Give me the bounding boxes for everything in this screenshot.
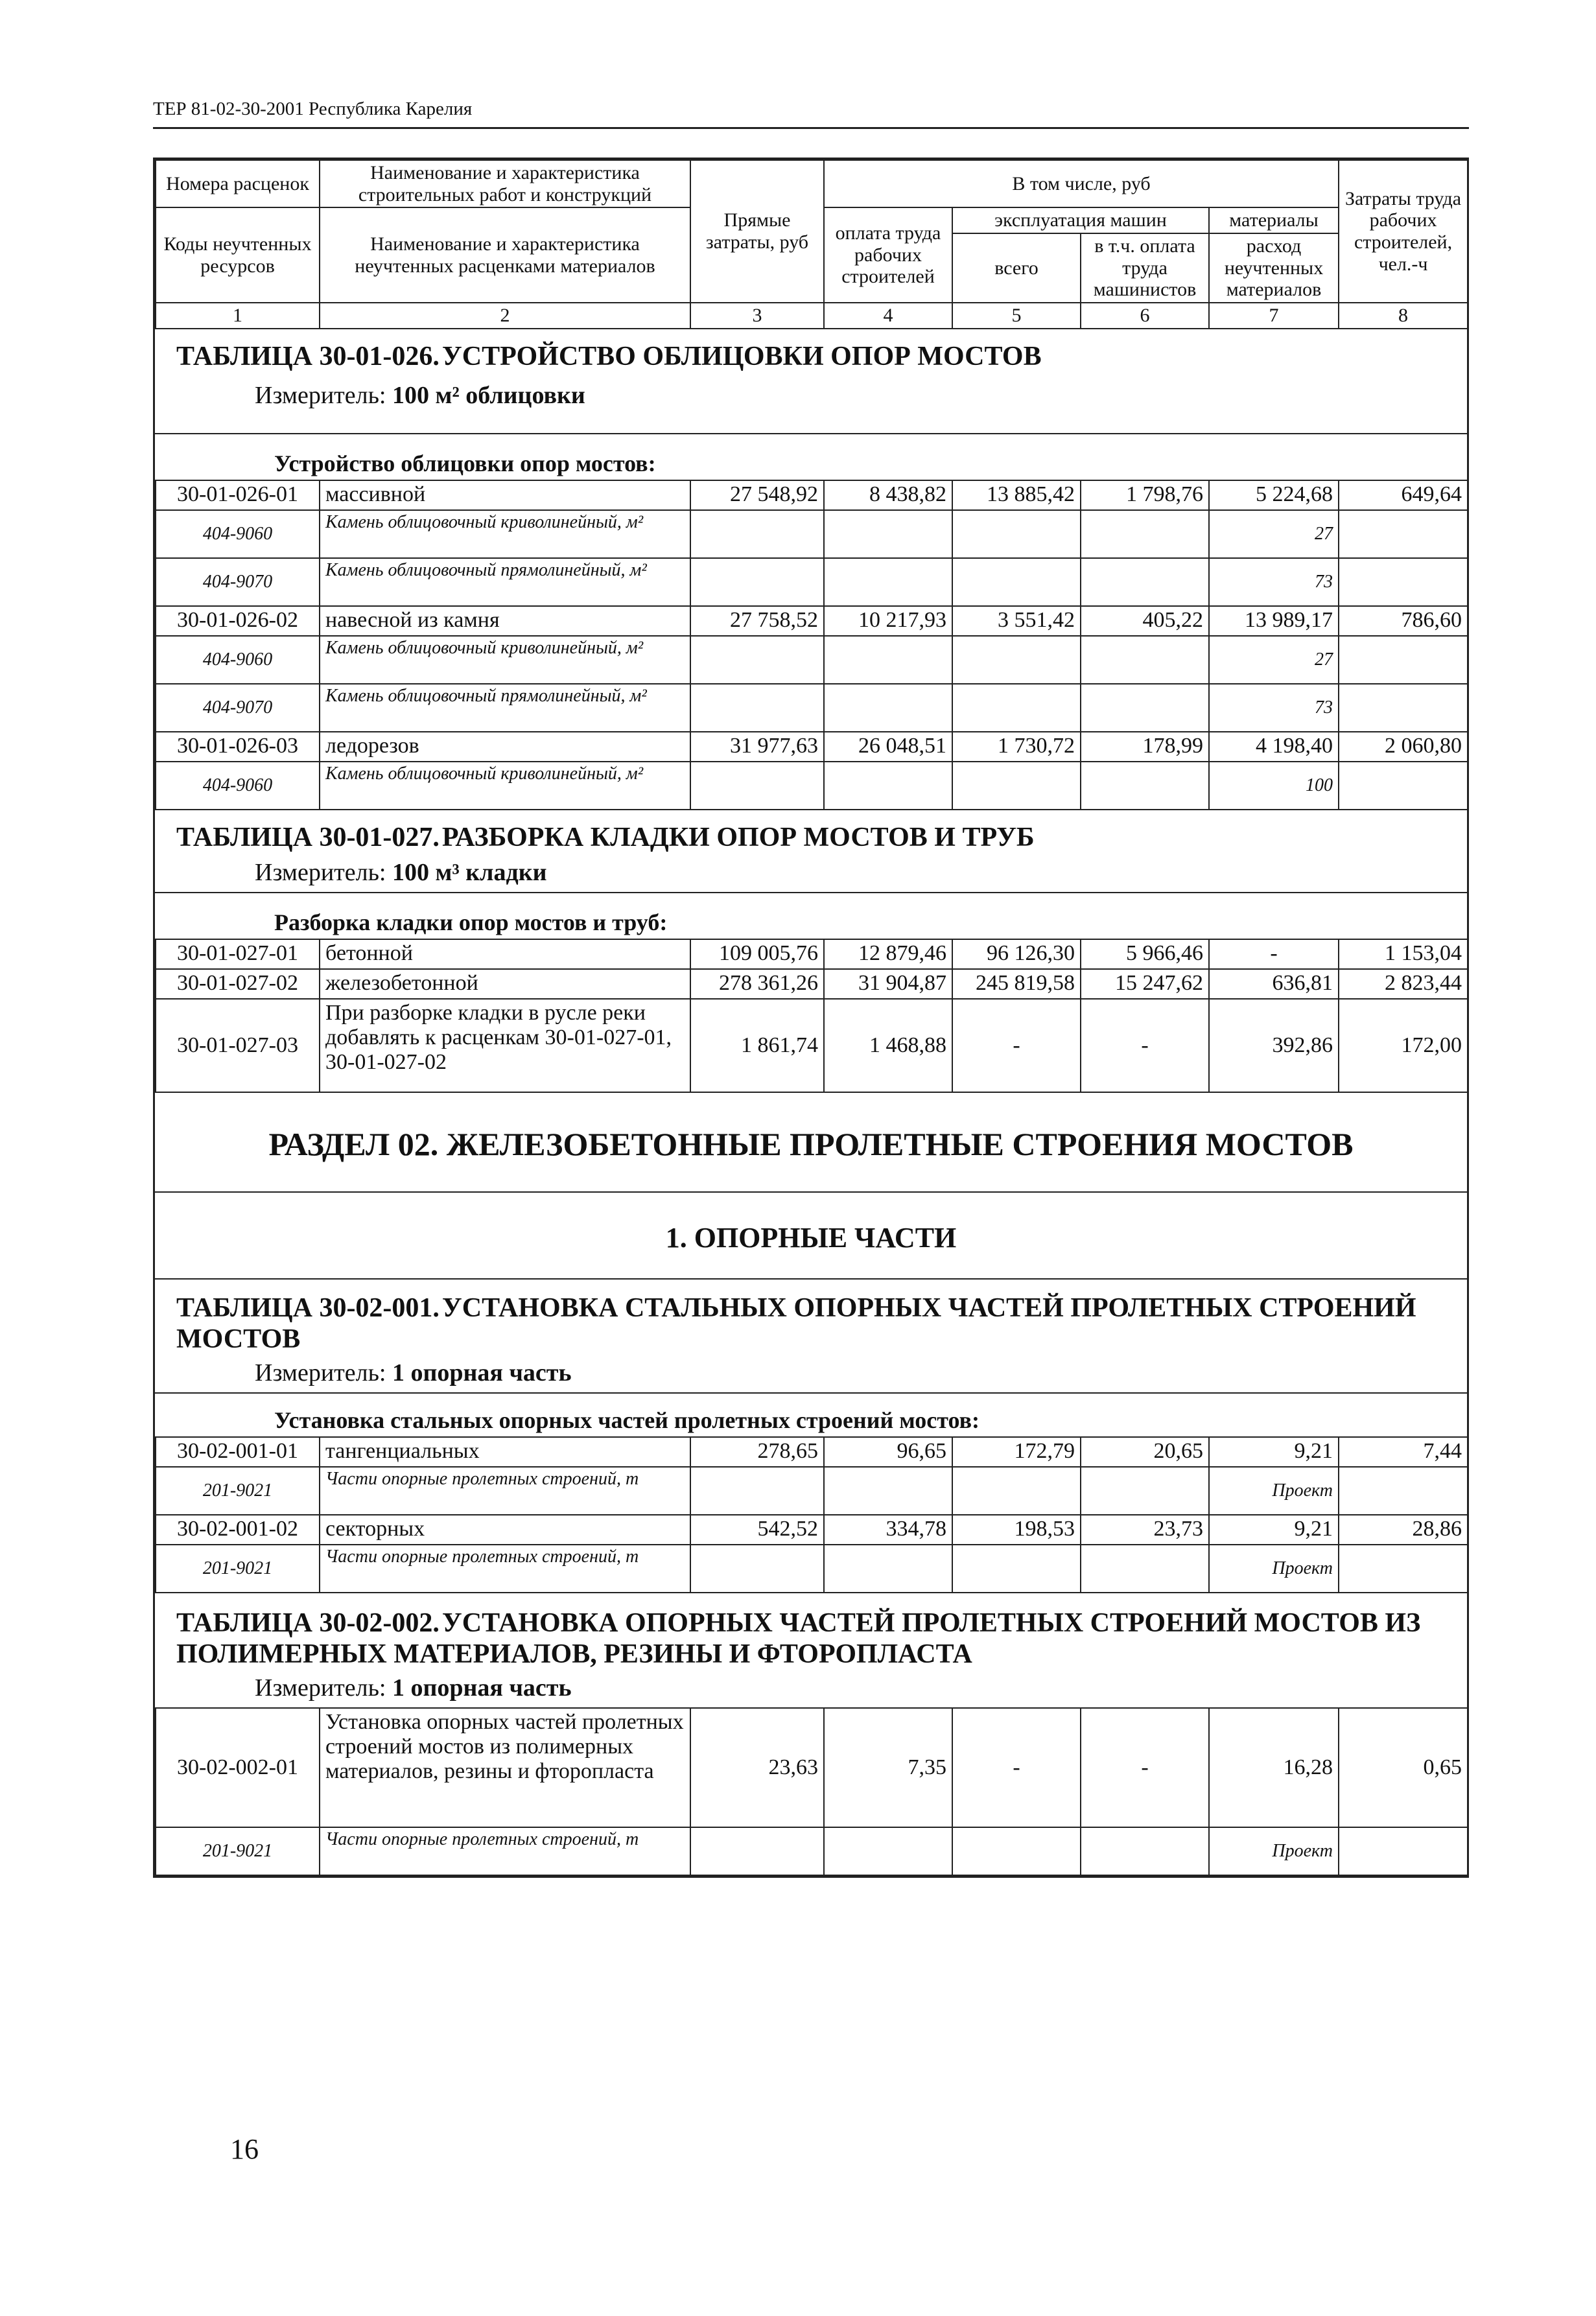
section-title: РАЗДЕЛ 02. ЖЕЛЕЗОБЕТОННЫЕ ПРОЛЕТНЫЕ СТРОЕНИЯ МОСТОВ <box>268 1125 1354 1162</box>
page-number: 16 <box>230 2133 259 2165</box>
table-201-measure: 1 опорная часть <box>392 1359 572 1386</box>
row-direct: 278 361,26 <box>690 969 824 999</box>
row-code: 30-01-026-01 <box>156 480 320 510</box>
row-operators: 178,99 <box>1081 732 1209 762</box>
row-direct: 109 005,76 <box>690 939 824 969</box>
table-202-measure-label: Измеритель: <box>255 1674 386 1702</box>
row-labor-hours: 786,60 <box>1339 606 1468 636</box>
row-labor-hours: 28,86 <box>1339 1515 1468 1545</box>
table-row <box>156 1545 1468 1593</box>
col-number: 5 <box>952 303 1081 329</box>
row-labor: 12 879,46 <box>824 939 952 969</box>
row-materials: 73 <box>1209 684 1339 732</box>
row-labor: 8 438,82 <box>824 480 952 510</box>
row-materials: 636,81 <box>1209 969 1339 999</box>
col8-head: Затраты труда рабочих строителей, чел.-ч <box>1339 160 1468 303</box>
row-labor: 26 048,51 <box>824 732 952 762</box>
row-machines: 3 551,42 <box>952 606 1081 636</box>
row-name: железобетонной <box>320 969 690 999</box>
row-direct: 542,52 <box>690 1515 824 1545</box>
row-code: 404-9060 <box>156 762 320 810</box>
table-row <box>156 606 1468 636</box>
row-operators: 20,65 <box>1081 1437 1209 1467</box>
row-code: 30-01-027-03 <box>156 999 320 1092</box>
table-26-measure-label: Измеритель: <box>255 381 386 409</box>
table-27-measure-label: Измеритель: <box>255 858 386 886</box>
table-row <box>156 684 1468 732</box>
row-operators: - <box>1081 999 1209 1092</box>
row-labor-hours: 7,44 <box>1339 1437 1468 1467</box>
row-operators: 405,22 <box>1081 606 1209 636</box>
col5-head: всего <box>952 233 1081 303</box>
row-machines: 13 885,42 <box>952 480 1081 510</box>
row-code: 404-9060 <box>156 636 320 684</box>
row-labor-hours: 649,64 <box>1339 480 1468 510</box>
row-code: 201-9021 <box>156 1545 320 1593</box>
rates-sheet <box>153 158 1469 1878</box>
row-machines: - <box>952 1708 1081 1827</box>
table-row <box>156 480 1468 510</box>
row-direct: 278,65 <box>690 1437 824 1467</box>
table-26-title-id: ТАБЛИЦА 30-01-026. <box>176 341 440 371</box>
col-number: 3 <box>690 303 824 329</box>
row-labor-hours: 1 153,04 <box>1339 939 1468 969</box>
column-numbers <box>156 303 1468 329</box>
row-machines: 245 819,58 <box>952 969 1081 999</box>
row-labor-hours: 2 823,44 <box>1339 969 1468 999</box>
col2-bottom: Наименование и характеристика неучтенных расценками материалов <box>320 207 690 303</box>
row-direct: 23,63 <box>690 1708 824 1827</box>
row-materials: Проект <box>1209 1545 1339 1593</box>
table-27-rows <box>155 939 1468 1093</box>
row-code: 30-01-026-02 <box>156 606 320 636</box>
table-row <box>156 1515 1468 1545</box>
in-total-head: В том числе, руб <box>824 160 1339 207</box>
row-materials: 27 <box>1209 510 1339 558</box>
row-labor: 10 217,93 <box>824 606 952 636</box>
row-materials: 13 989,17 <box>1209 606 1339 636</box>
col1-bottom: Коды неучтенных ресурсов <box>156 207 320 303</box>
table-row <box>156 1708 1468 1827</box>
running-header: ТЕР 81-02-30-2001 Республика Карелия <box>153 99 473 119</box>
table-row <box>156 1827 1468 1875</box>
col-number: 7 <box>1209 303 1339 329</box>
table-row <box>156 999 1468 1092</box>
row-labor: 1 468,88 <box>824 999 952 1092</box>
row-labor-hours: 0,65 <box>1339 1708 1468 1827</box>
row-labor: 96,65 <box>824 1437 952 1467</box>
table-27-title: РАЗБОРКА КЛАДКИ ОПОР МОСТОВ И ТРУБ <box>441 822 1035 852</box>
row-operators: 23,73 <box>1081 1515 1209 1545</box>
row-labor: 7,35 <box>824 1708 952 1827</box>
row-code: 30-02-002-01 <box>156 1708 320 1827</box>
row-labor: 31 904,87 <box>824 969 952 999</box>
column-header <box>155 159 1468 329</box>
table-26-group-block <box>155 434 1467 480</box>
table-201-title-block <box>155 1280 1467 1394</box>
row-name: Камень облицовочный криволинейный, м² <box>320 762 690 810</box>
row-name: навесной из камня <box>320 606 690 636</box>
row-materials: 9,21 <box>1209 1437 1339 1467</box>
row-materials: Проект <box>1209 1827 1339 1875</box>
row-materials: Проект <box>1209 1467 1339 1515</box>
row-name: секторных <box>320 1515 690 1545</box>
table-202-title-block <box>155 1593 1467 1707</box>
row-name: Установка опорных частей пролетных строений мостов из полимерных материалов, резины и фторопласта <box>320 1708 690 1827</box>
subsection-title: 1. ОПОРНЫЕ ЧАСТИ <box>665 1221 957 1254</box>
row-code: 404-9060 <box>156 510 320 558</box>
section-block <box>155 1093 1467 1193</box>
row-name: ледорезов <box>320 732 690 762</box>
table-row <box>156 1437 1468 1467</box>
row-materials: 392,86 <box>1209 999 1339 1092</box>
row-code: 30-01-026-03 <box>156 732 320 762</box>
row-name: Камень облицовочный криволинейный, м² <box>320 636 690 684</box>
row-machines: 198,53 <box>952 1515 1081 1545</box>
row-materials: 4 198,40 <box>1209 732 1339 762</box>
table-row <box>156 939 1468 969</box>
row-machines: - <box>952 999 1081 1092</box>
row-materials: 9,21 <box>1209 1515 1339 1545</box>
row-operators: 5 966,46 <box>1081 939 1209 969</box>
col-number: 6 <box>1081 303 1209 329</box>
row-labor-hours: 2 060,80 <box>1339 732 1468 762</box>
table-201-group-block <box>155 1394 1467 1436</box>
row-code: 30-02-001-02 <box>156 1515 320 1545</box>
table-201-rows <box>155 1436 1468 1593</box>
table-27-measure: 100 м³ кладки <box>392 858 547 886</box>
col3-head: Прямые затраты, руб <box>690 160 824 303</box>
table-202-title-id: ТАБЛИЦА 30-02-002. <box>176 1608 440 1638</box>
col-number: 2 <box>320 303 690 329</box>
materials-head: материалы <box>1209 207 1339 233</box>
row-materials: 16,28 <box>1209 1708 1339 1827</box>
table-202-measure: 1 опорная часть <box>392 1674 572 1702</box>
row-code: 30-01-027-01 <box>156 939 320 969</box>
row-direct: 1 861,74 <box>690 999 824 1092</box>
row-name: Части опорные пролетных строений, т <box>320 1545 690 1593</box>
row-labor: 334,78 <box>824 1515 952 1545</box>
table-26-group: Устройство облицовки опор мостов: <box>274 450 656 476</box>
table-201-title-id: ТАБЛИЦА 30-02-001. <box>176 1293 440 1323</box>
col-number: 4 <box>824 303 952 329</box>
row-machines: 1 730,72 <box>952 732 1081 762</box>
row-code: 201-9021 <box>156 1467 320 1515</box>
row-code: 201-9021 <box>156 1827 320 1875</box>
row-materials: 100 <box>1209 762 1339 810</box>
row-operators: 1 798,76 <box>1081 480 1209 510</box>
table-26-title-block <box>155 329 1467 434</box>
col2-top: Наименование и характеристика строительных работ и конструкций <box>320 160 690 207</box>
row-name: тангенциальных <box>320 1437 690 1467</box>
row-name: Части опорные пролетных строений, т <box>320 1827 690 1875</box>
row-code: 30-01-027-02 <box>156 969 320 999</box>
row-name: Камень облицовочный прямолинейный, м² <box>320 684 690 732</box>
header-rule <box>153 127 1469 129</box>
row-code: 30-02-001-01 <box>156 1437 320 1467</box>
row-code: 404-9070 <box>156 558 320 606</box>
row-name: Камень облицовочный криволинейный, м² <box>320 510 690 558</box>
row-labor-hours: 172,00 <box>1339 999 1468 1092</box>
row-operators: - <box>1081 1708 1209 1827</box>
col1-top: Номера расценок <box>156 160 320 207</box>
row-name: Части опорные пролетных строений, т <box>320 1467 690 1515</box>
table-row <box>156 732 1468 762</box>
subsection-block <box>155 1193 1467 1280</box>
table-201-group: Установка стальных опорных частей пролетных строений мостов: <box>274 1407 980 1433</box>
table-202-rows <box>155 1707 1468 1876</box>
table-row <box>156 636 1468 684</box>
row-operators: 15 247,62 <box>1081 969 1209 999</box>
row-name: При разборке кладки в русле реки добавлять к расценкам 30-01-027-01, 30-01-027-02 <box>320 999 690 1092</box>
row-machines: 172,79 <box>952 1437 1081 1467</box>
table-27-group-block <box>155 893 1467 939</box>
row-name: бетонной <box>320 939 690 969</box>
table-26-rows <box>155 480 1468 810</box>
col6-head: в т.ч. оплата труда машинистов <box>1081 233 1209 303</box>
row-machines: 96 126,30 <box>952 939 1081 969</box>
table-row <box>156 1467 1468 1515</box>
col7-head: расход неучтенных материалов <box>1209 233 1339 303</box>
row-direct: 27 758,52 <box>690 606 824 636</box>
table-26-measure: 100 м² облицовки <box>392 381 585 409</box>
table-27-group: Разборка кладки опор мостов и труб: <box>274 909 668 935</box>
table-row <box>156 762 1468 810</box>
machines-head: эксплуатация машин <box>952 207 1209 233</box>
row-materials: - <box>1209 939 1339 969</box>
row-name: массивной <box>320 480 690 510</box>
table-201-title: УСТАНОВКА СТАЛЬНЫХ ОПОРНЫХ ЧАСТЕЙ ПРОЛЕТНЫХ СТРОЕНИЙ МОСТОВ <box>176 1293 1416 1354</box>
col-number: 8 <box>1339 303 1468 329</box>
table-row <box>156 510 1468 558</box>
col-number: 1 <box>156 303 320 329</box>
row-direct: 31 977,63 <box>690 732 824 762</box>
row-materials: 5 224,68 <box>1209 480 1339 510</box>
row-code: 404-9070 <box>156 684 320 732</box>
row-materials: 73 <box>1209 558 1339 606</box>
table-26-title: УСТРОЙСТВО ОБЛИЦОВКИ ОПОР МОСТОВ <box>441 341 1042 371</box>
table-27-title-block <box>155 810 1467 893</box>
table-row <box>156 558 1468 606</box>
table-202-title: УСТАНОВКА ОПОРНЫХ ЧАСТЕЙ ПРОЛЕТНЫХ СТРОЕНИЙ МОСТОВ ИЗ ПОЛИМЕРНЫХ МАТЕРИАЛОВ, РЕЗИНЫ И ФТОРОПЛАСТА <box>176 1608 1421 1669</box>
row-direct: 27 548,92 <box>690 480 824 510</box>
table-27-title-id: ТАБЛИЦА 30-01-027. <box>176 822 440 852</box>
row-materials: 27 <box>1209 636 1339 684</box>
table-row <box>156 969 1468 999</box>
col4-head: оплата труда рабочих строителей <box>824 207 952 303</box>
table-201-measure-label: Измеритель: <box>255 1359 386 1386</box>
row-name: Камень облицовочный прямолинейный, м² <box>320 558 690 606</box>
